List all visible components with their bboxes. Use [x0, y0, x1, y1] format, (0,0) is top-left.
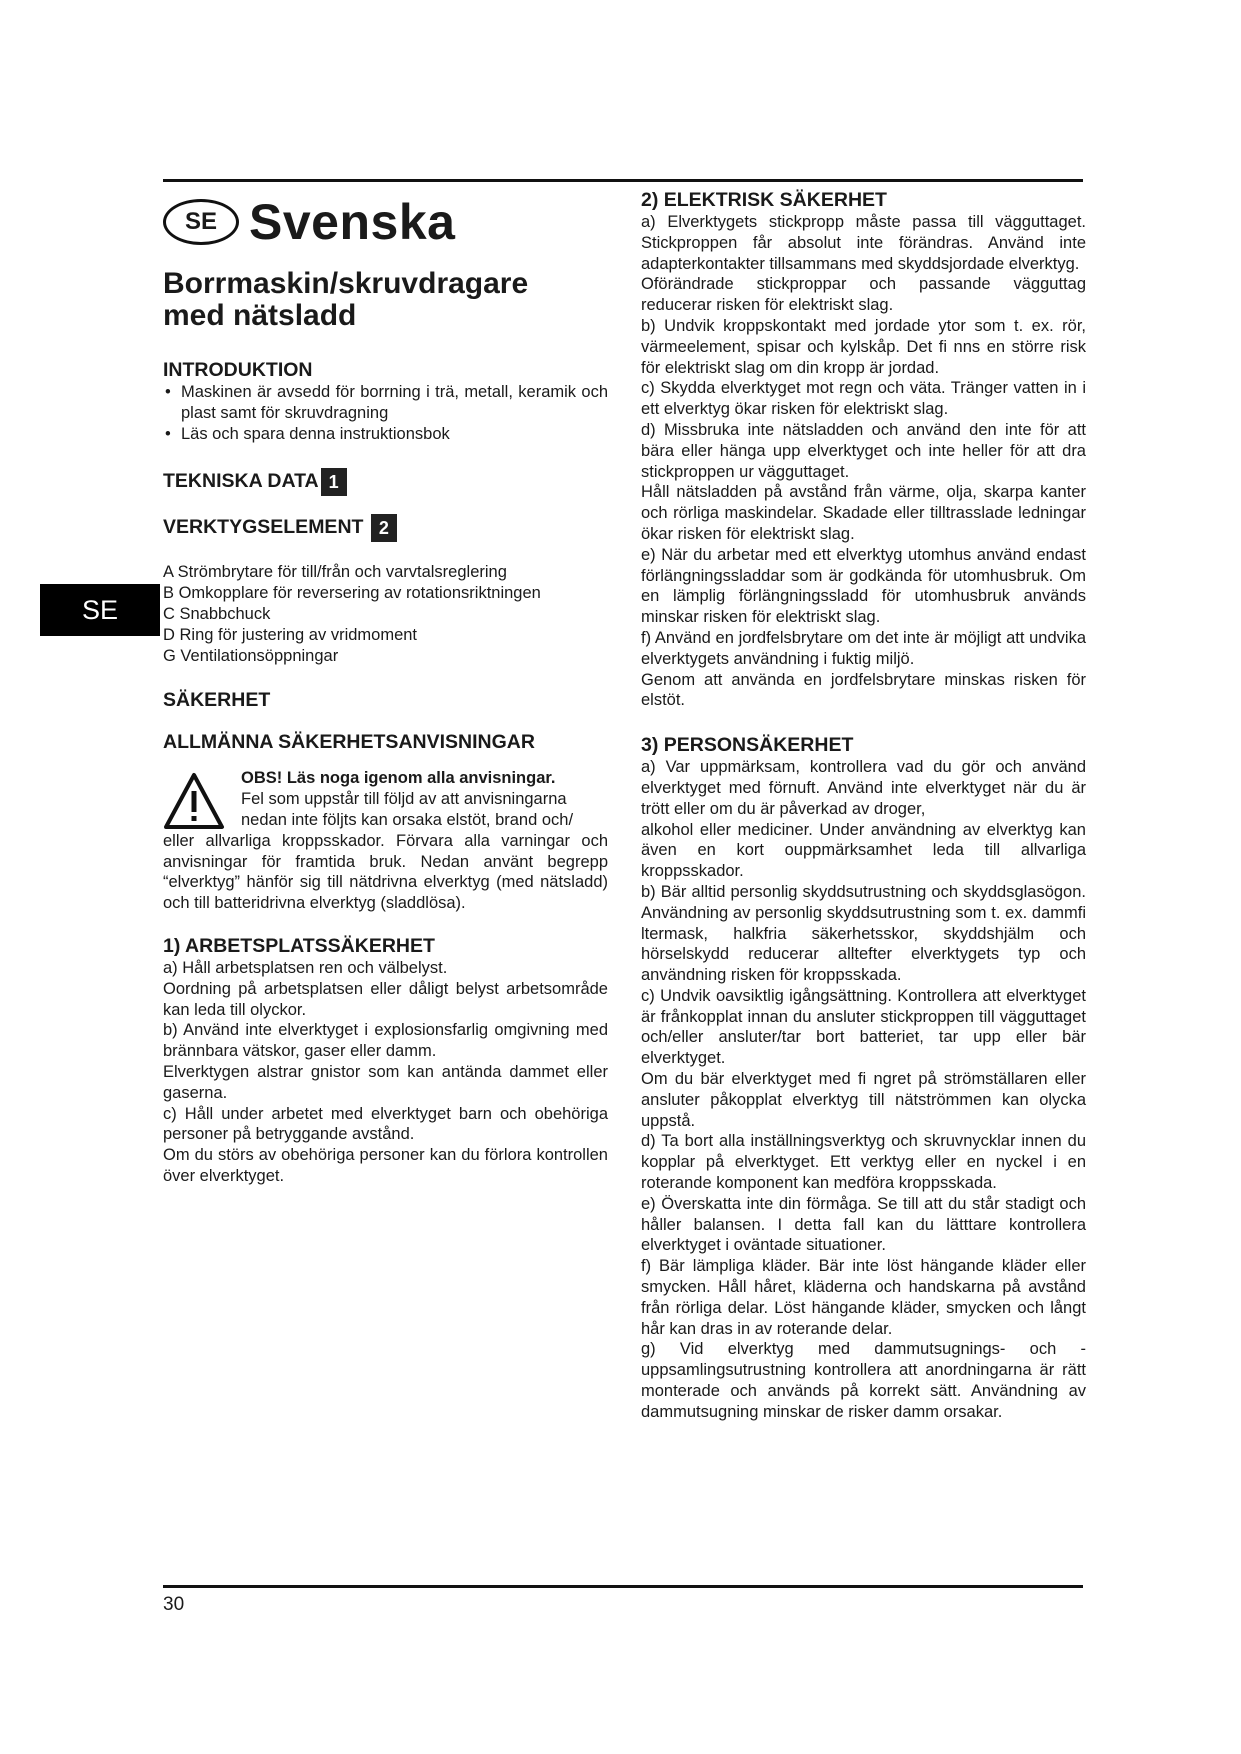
paragraph: f) Använd en jordfelsbrytare om det inte är möjligt att undvika elverktygets användning i fuktig miljö.	[641, 628, 1086, 668]
tools-label: VERKTYGSELEMENT	[163, 516, 364, 539]
paragraph: c) Undvik oavsiktlig igångsättning. Kontrollera att elverktyget är frånkopplat innan du ansluter stickproppen till vägguttaget och/eller ansluter/tar bort batteriet, tar upp eller bär elverktyget.	[641, 986, 1086, 1068]
list-item: G Ventilationsöppningar	[163, 646, 339, 665]
intro-bullets	[163, 382, 608, 444]
safety-heading: SÄKERHET	[163, 689, 271, 712]
language-side-tab: SE	[40, 584, 160, 636]
tech-data-heading	[163, 468, 608, 496]
paragraph: d) Ta bort alla inställningsverktyg och skruvnycklar innen du kopplar på elverktyget. Ett verktyg eller en nyckel i en roterande komponent kan medföra kroppsskada.	[641, 1132, 1086, 1193]
paragraph: f) Bär lämpliga kläder. Bär inte löst hängande kläder eller smycken. Håll håret, kläderna och handskarna på avstånd från rörliga delar. Löst hängande kläder, smycken och långt hår kan dras in av roterande delar.	[641, 1257, 1086, 1338]
paragraph: Genom att använda en jordfelsbrytare minskas risken för elstöt.	[641, 670, 1086, 710]
title-line-1: Borrmaskin/skruvdragare	[163, 267, 529, 300]
warning-line-3: nedan inte följts kan orsaka elstöt, brand och/	[241, 810, 574, 829]
warning-line-2: Fel som uppstår till följd av att anvisningarna	[241, 790, 567, 809]
paragraph: c) Håll under arbetet med elverktyget barn och obehöriga personer på betryggande avstånd.	[163, 1104, 608, 1144]
paragraph: Oordning på arbetsplatsen eller dåligt belyst arbetsområde kan leda till olyckor.	[163, 979, 608, 1019]
figure-2-badge: 2	[371, 514, 397, 542]
tool-element-list	[163, 562, 608, 666]
list-item: • Maskinen är avsedd för borrning i trä, metall, keramik och plast samt för skruvdragning	[163, 382, 608, 424]
intro-heading: INTRODUKTION	[163, 359, 313, 381]
right-column	[641, 188, 1086, 1423]
paragraph: d) Missbruka inte nätsladden och använd den inte för att bära eller hänga upp elverktyget och inte heller för att dra stickproppen ur vägguttaget.	[641, 420, 1086, 481]
paragraph: a) Elverktygets stickpropp måste passa till vägguttaget. Stickproppen får absolut inte förändras. Använd inte adapterkontakter tillsammans med skyddsjordade elverktyg.	[641, 213, 1086, 273]
list-item: C Snabbchuck	[163, 604, 271, 623]
paragraph: Håll nätsladden på avstånd från värme, olja, skarpa kanter och rörliga maskindelar. Skadade eller tilltrasslade ledningar ökar risken för elektriskt slag.	[641, 483, 1086, 543]
paragraph: b) Bär alltid personlig skyddsutrustning och skyddsglasögon. Användning av personlig skyddsutrustning som t. ex. dammfi ltermask, halkfria säkerhetsskor, skyddshjälm och hörselskydd reducerar alltefter elverktygets typ och användning risken för kroppsskada.	[641, 882, 1086, 985]
workplace-heading: 1) ARBETSPLATSSÄKERHET	[163, 934, 435, 957]
list-item: D Ring för justering av vridmoment	[163, 625, 418, 644]
warning-block	[163, 768, 608, 914]
paragraph: b) Undvik kroppskontakt med jordade ytor som t. ex. rör, värmeelement, spisar och kylskåp. Det fi nns en större risk för elektriskt slag om din kropp är jordad.	[641, 316, 1086, 377]
personal-safety-text	[641, 757, 1086, 1423]
paragraph: alkohol eller mediciner. Under användning av elverktyg kan även en kort ouppmärksamhet leda till allvarliga kroppsskador.	[641, 820, 1086, 881]
bottom-rule	[163, 1585, 1083, 1588]
language-name: Svenska	[249, 194, 456, 250]
warning-triangle-icon	[163, 772, 225, 830]
tools-heading	[163, 514, 608, 542]
language-header	[163, 192, 608, 252]
paragraph: Om du störs av obehöriga personer kan du förlora kontrollen över elverktyget.	[163, 1146, 608, 1185]
page-number: 30	[163, 1594, 185, 1615]
electric-text	[641, 212, 1086, 711]
general-safety-heading: ALLMÄNNA SÄKERHETSANVISNINGAR	[163, 731, 535, 754]
paragraph: Elverktygen alstrar gnistor som kan antända dammet eller gaserna.	[163, 1062, 608, 1102]
paragraph: Om du bär elverktyget med fi ngret på strömställaren eller ansluter påkopplat elverktyg till nätströmmen kan olycka uppstå.	[641, 1070, 1086, 1130]
paragraph: Oförändrade stickproppar och passande vägguttag reducerar risken för elektriskt slag.	[641, 275, 1086, 315]
paragraph: e) När du arbetar med ett elverktyg utomhus använd endast förlängningssladdar som är godkända för utomhusbruk. Om en lämplig förlängningssladd för utomhusbruk används minskar risken för elektriskt slag.	[641, 545, 1086, 627]
top-rule	[163, 179, 1083, 182]
tech-data-label: TEKNISKA DATA	[163, 470, 319, 493]
warning-text: eller allvarliga kroppsskador. Förvara alla varningar och anvisningar för framtida bruk. Nedan använt begrepp “elverktyg” hänför sig till nätdrivna elverktyg (med nätsladd) och till batteridrivna elverktyg (sladdlösa).	[163, 831, 608, 913]
list-item: • Läs och spara denna instruktionsbok	[163, 424, 608, 445]
workplace-text	[163, 958, 608, 1187]
list-item: A Strömbrytare för till/från och varvtalsreglering	[163, 563, 507, 582]
paragraph: a) Håll arbetsplatsen ren och välbelyst.	[163, 958, 448, 977]
figure-1-badge: 1	[321, 468, 347, 496]
left-column	[163, 188, 608, 1187]
paragraph: g) Vid elverktyg med dammutsugnings- och - uppsamlingsutrustning kontrollera att anordningarna är rätt monterade och används på korrekt sätt. Användning av dammutsugning minskar de risker damm orsakar.	[641, 1340, 1086, 1421]
language-code-badge: SE	[163, 199, 239, 245]
title-line-2: med nätsladd	[163, 299, 357, 332]
paragraph: b) Använd inte elverktyget i explosionsfarlig omgivning med brännbara vätskor, gaser eller damm.	[163, 1021, 608, 1061]
paragraph: a) Var uppmärksam, kontrollera vad du gör och använd elverktyget med förnuft. Använd inte elverktyget när du är trött eller om du är påverkad av droger,	[641, 758, 1086, 818]
electric-heading: 2) ELEKTRISK SÄKERHET	[641, 189, 887, 211]
warning-line-1: OBS! Läs noga igenom alla anvisningar.	[241, 769, 556, 788]
paragraph: e) Överskatta inte din förmåga. Se till att du står stadigt och håller balansen. I detta fall kan du lätttare kontrollera elverktyget i oväntade situationer.	[641, 1194, 1086, 1255]
document-title	[163, 268, 608, 332]
paragraph: c) Skydda elverktyget mot regn och väta. Tränger vatten in i ett elverktyg ökar risken för elektriskt slag.	[641, 379, 1086, 419]
personal-safety-heading: 3) PERSONSÄKERHET	[641, 734, 854, 757]
list-item: B Omkopplare för reversering av rotationsriktningen	[163, 584, 541, 603]
